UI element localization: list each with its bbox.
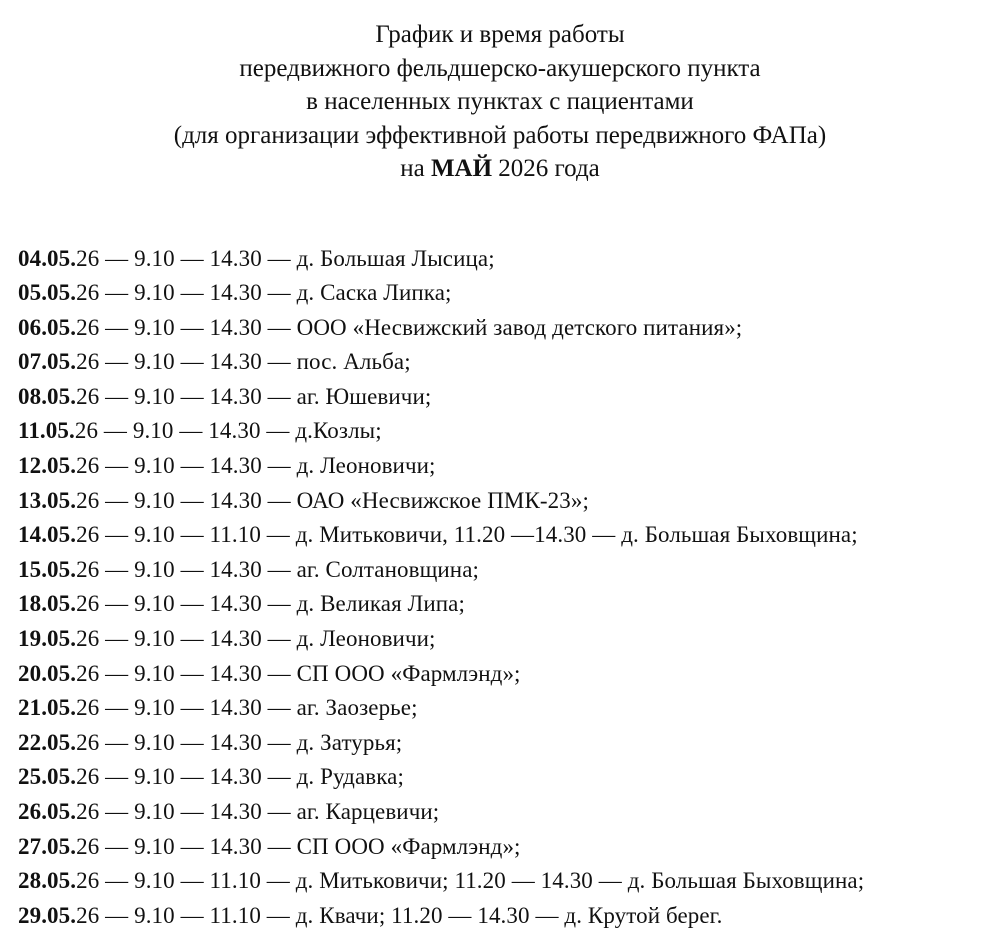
entry-details: — 9.10 — 14.30 — пос. Альба; [99,349,411,375]
entry-details: — 9.10 — 14.30 — д. Саска Липка; [99,280,452,306]
entry-date: 20.05. [18,660,77,686]
entry-details: — 9.10 — 14.30 — д. Леоновичи; [99,626,436,652]
schedule-entry [18,864,1000,899]
schedule-entry [18,380,1000,415]
schedule-entry [18,449,1000,484]
entry-date: 13.05. [18,487,77,513]
entry-date: 08.05. [18,383,77,409]
entry-date: 28.05. [18,868,77,894]
entry-date: 18.05. [18,591,77,617]
schedule-entry [18,518,1000,553]
schedule-list [0,242,1000,934]
entry-year: 26 [76,626,100,652]
schedule-entry [18,276,1000,311]
title-line-1: График и время работы [375,21,625,48]
entry-date: 11.05. [18,418,75,444]
entry-year: 26 [76,833,100,859]
title-line-5 [0,152,1000,186]
entry-year: 26 [76,245,100,271]
entry-details: — 9.10 — 14.30 — аг. Заозерье; [99,695,418,721]
schedule-entry [18,414,1000,449]
entry-date: 29.05. [18,902,77,928]
entry-date: 06.05. [18,314,77,340]
entry-date: 05.05. [18,280,77,306]
entry-year: 26 [76,764,100,790]
document-title-block [0,0,1000,186]
schedule-entry [18,657,1000,692]
entry-details: — 9.10 — 14.30 — д. Затурья; [99,729,403,755]
entry-details: — 9.10 — 14.30 — ООО «Несвижский завод детского питания»; [99,314,743,340]
entry-year: 26 [76,453,100,479]
schedule-entry [18,760,1000,795]
entry-date: 27.05. [18,833,77,859]
entry-details: — 9.10 — 14.30 — аг. Карцевичи; [99,799,440,824]
entry-details: — 9.10 — 14.30 — д.Козлы; [98,418,382,444]
entry-year: 26 [76,695,100,721]
entry-year: 26 [76,383,100,409]
title-month-prefix: на [400,155,431,182]
schedule-entry [18,587,1000,622]
entry-details: — 9.10 — 14.30 — д. Большая Лысица; [99,245,495,271]
entry-date: 15.05. [18,556,77,582]
entry-year: 26 [76,349,100,375]
entry-details: — 9.10 — 11.10 — д. Митьковичи; 11.20 — 14.30 — д. Большая Быховщина; [99,868,865,894]
title-month-suffix: 2026 года [492,155,600,182]
entry-date: 07.05. [18,349,77,375]
entry-year: 26 [76,902,100,928]
entry-year: 26 [76,660,100,686]
entry-date: 22.05. [18,729,77,755]
entry-details: — 9.10 — 14.30 — ОАО «Несвижское ПМК-23»; [99,487,589,513]
schedule-entry [18,242,1000,277]
title-line-4: (для организации эффективной работы передвижного ФАПа) [173,121,827,149]
entry-details: — 9.10 — 11.10 — д. Квачи; 11.20 — 14.30 — д. Крутой берег. [99,902,723,928]
title-month-name: МАЙ [430,155,493,182]
schedule-entry [18,311,1000,346]
entry-details: — 9.10 — 14.30 — д. Леоновичи; [99,453,436,479]
schedule-entry [18,795,1000,830]
schedule-entry [18,345,1000,380]
title-line-2: передвижного фельдшерско-акушерского пункта [239,54,761,82]
schedule-entry [18,691,1000,726]
entry-date: 26.05. [18,799,77,824]
entry-date: 19.05. [18,626,77,652]
schedule-entry [18,553,1000,588]
entry-details: — 9.10 — 14.30 — аг. Юшевичи; [99,383,432,409]
entry-year: 26 [76,314,100,340]
entry-year: 26 [76,487,100,513]
entry-year: 26 [76,591,100,617]
entry-date: 14.05. [18,522,77,548]
entry-details: — 9.10 — 14.30 — СП ООО «Фармлэнд»; [99,833,521,859]
entry-date: 21.05. [18,695,77,721]
entry-year: 26 [76,522,100,548]
entry-year: 26 [74,418,99,444]
entry-details: — 9.10 — 14.30 — СП ООО «Фармлэнд»; [99,660,521,686]
title-line-3: в населенных пунктах с пациентами [306,88,694,115]
schedule-entry [18,622,1000,657]
entry-date: 04.05. [18,245,77,271]
entry-date: 12.05. [18,453,77,479]
entry-details: — 9.10 — 14.30 — д. Рудавка; [99,764,404,790]
entry-year: 26 [76,729,100,755]
schedule-entry [18,830,1000,865]
entry-date: 25.05. [18,764,77,790]
entry-details: — 9.10 — 14.30 — д. Великая Липа; [99,591,465,617]
entry-year: 26 [76,799,100,824]
entry-year: 26 [76,556,100,582]
entry-details: — 9.10 — 14.30 — аг. Солтановщина; [99,556,480,582]
entry-details: — 9.10 — 11.10 — д. Митьковичи, 11.20 —14.30 — д. Большая Быховщина; [99,522,858,548]
schedule-entry [18,899,1000,934]
schedule-entry [18,726,1000,761]
entry-year: 26 [76,868,100,894]
schedule-entry [18,484,1000,519]
entry-year: 26 [76,280,100,306]
